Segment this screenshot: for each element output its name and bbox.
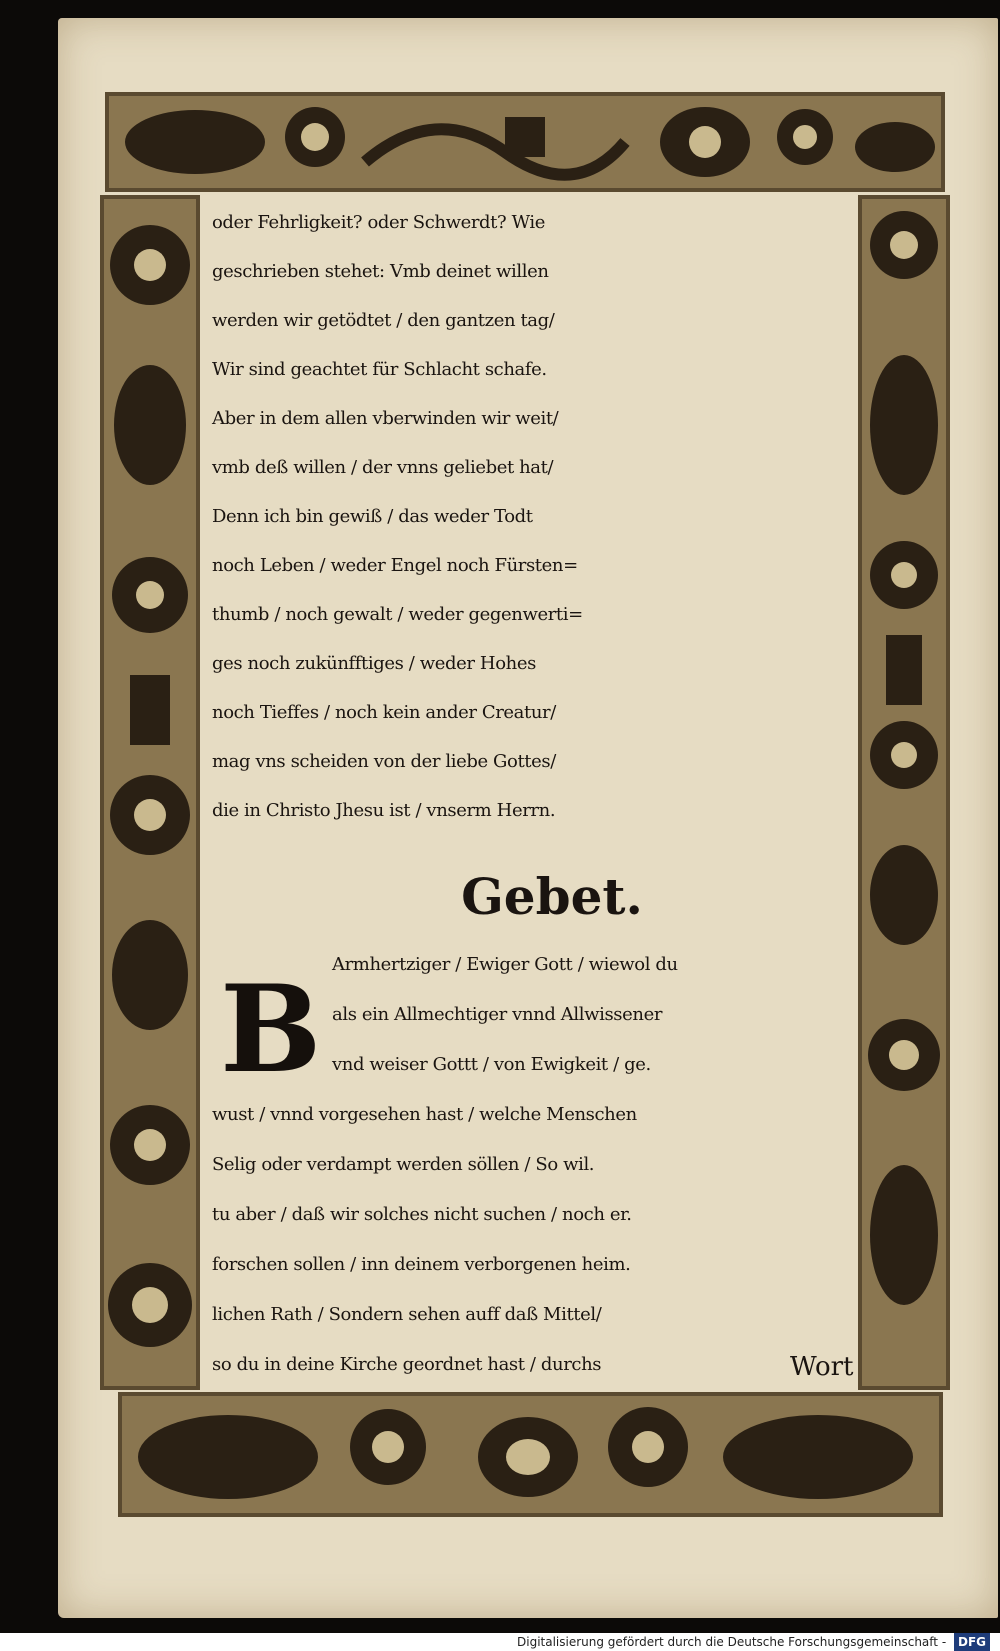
text-line: thumb / noch gewalt / weder gegenwerti= (212, 604, 583, 625)
prayer-line: Armhertziger / Ewiger Gott / wiewol du (332, 954, 678, 975)
ornamental-border-left (100, 195, 200, 1390)
ornamental-border-top (105, 92, 945, 192)
prayer-line: lichen Rath / Sondern sehen auff daß Mittel/ (212, 1304, 602, 1325)
text-line: werden wir getödtet / den gantzen tag/ (212, 310, 555, 331)
drop-capital: B (220, 959, 322, 1100)
text-line: oder Fehrligkeit? oder Schwerdt? Wie (212, 212, 545, 233)
main-text-block (212, 198, 892, 1390)
text-line: ges noch zukünfftiges / weder Hohes (212, 653, 536, 674)
footer-text: Digitalisierung gefördert durch die Deutsche Forschungsgemeinschaft - (517, 1635, 947, 1649)
dfg-logo: DFG (954, 1633, 990, 1651)
prayer-line: als ein Allmechtiger vnnd Allwissener (332, 1004, 663, 1025)
section-heading: Gebet. (461, 867, 643, 926)
text-line: Denn ich bin gewiß / das weder Todt (212, 506, 533, 527)
text-line: vmb deß willen / der vnns geliebet hat/ (212, 457, 554, 478)
text-line: die in Christo Jhesu ist / vnserm Herrn. (212, 800, 556, 821)
ornamental-border-bottom (118, 1392, 943, 1517)
text-line: noch Leben / weder Engel noch Fürsten= (212, 555, 578, 576)
prayer-line: Selig oder verdampt werden söllen / So wil. (212, 1154, 595, 1175)
prayer-line: tu aber / daß wir solches nicht suchen / noch er. (212, 1204, 632, 1225)
prayer-line: vnd weiser Gottt / von Ewigkeit / ge. (332, 1054, 651, 1075)
prayer-line: forschen sollen / inn deinem verborgenen heim. (212, 1254, 631, 1275)
text-line: mag vns scheiden von der liebe Gottes/ (212, 751, 556, 772)
prayer-line: so du in deine Kirche geordnet hast / durchs (212, 1354, 602, 1375)
text-line: noch Tieffes / noch kein ander Creatur/ (212, 702, 556, 723)
prayer-line: wust / vnnd vorgesehen hast / welche Menschen (212, 1104, 637, 1125)
text-line: Aber in dem allen vberwinden wir weit/ (212, 408, 559, 429)
digitization-footer (0, 1633, 1000, 1651)
text-line: Wir sind geachtet für Schlacht schafe. (212, 359, 547, 380)
text-line: geschrieben stehet: Vmb deinet willen (212, 261, 549, 282)
catchword: Wort (790, 1352, 854, 1382)
